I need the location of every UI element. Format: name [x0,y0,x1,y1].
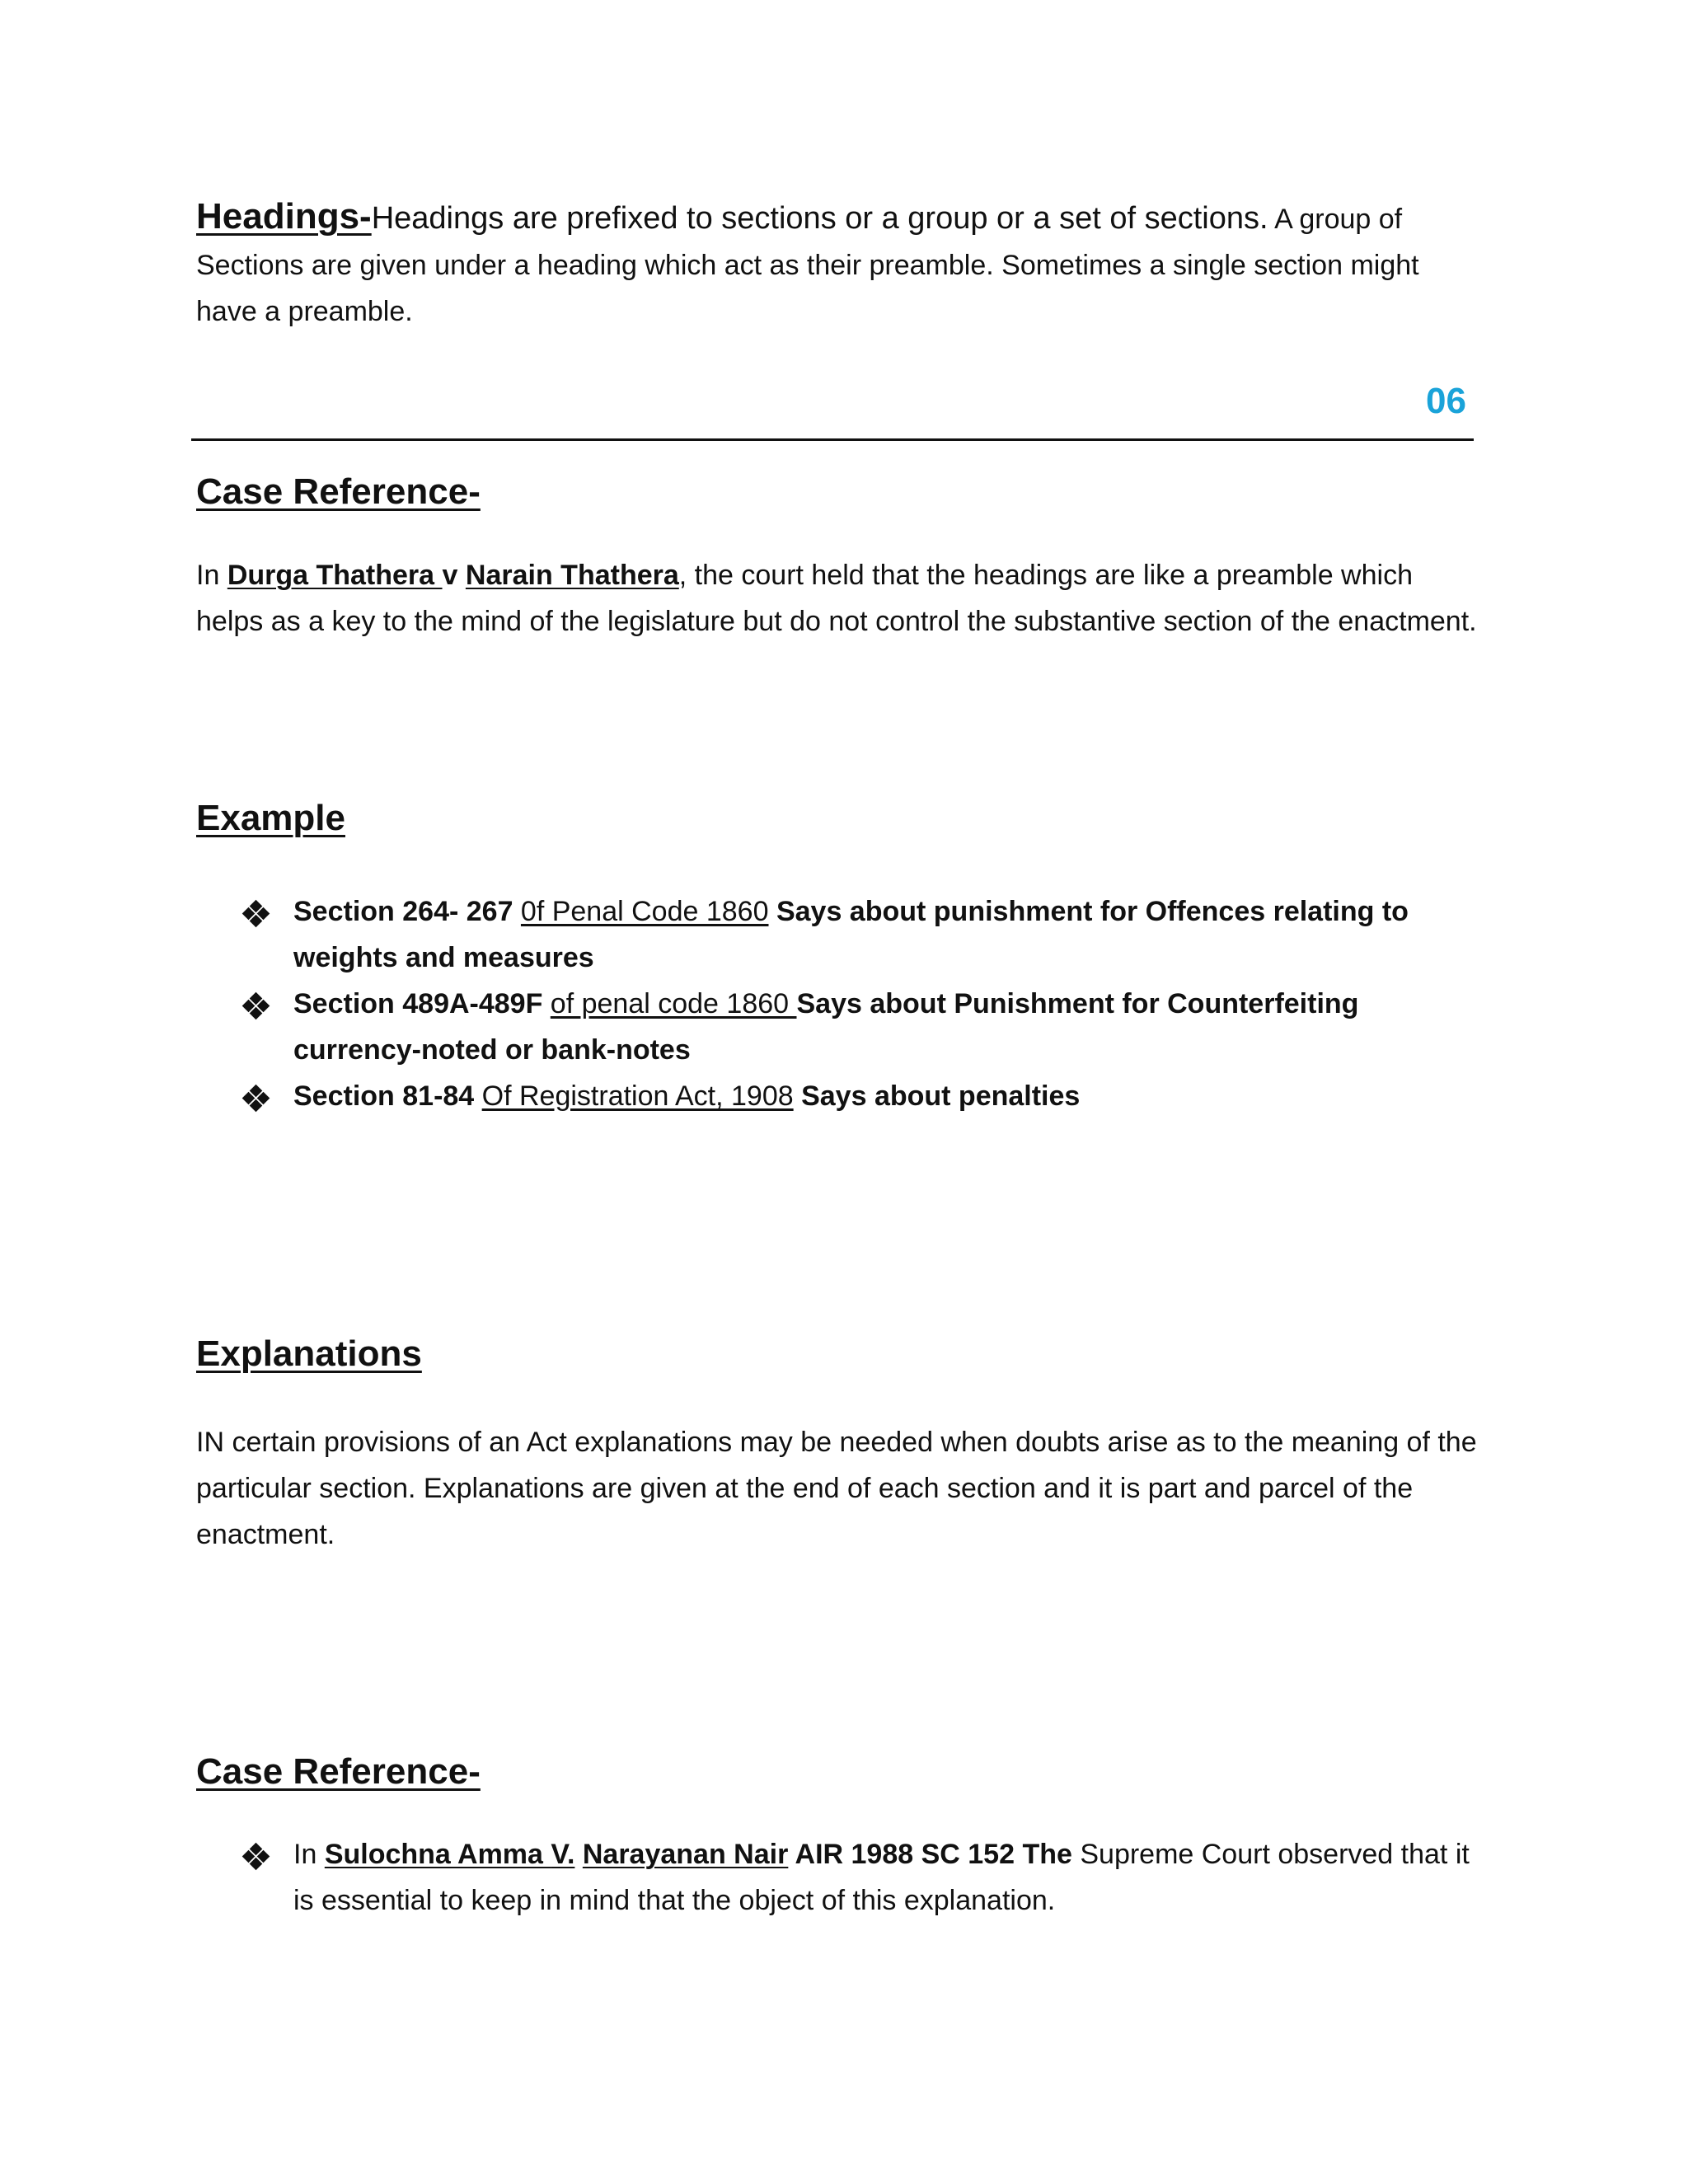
case-ref-2-party2: Narayanan Nair [582,1839,789,1870]
case-ref-1-v: v [442,560,458,591]
case-ref-1-body: , the court held that the headings are like a preamble which helps as a key to the mind of the legislature but do not control the substantive section of the enactment. [196,560,1477,637]
case-reference-title-1-text: Case Reference- [196,471,481,512]
diamond-bullet-icon [244,1844,269,1869]
example-item-section: Section 264- 267 [293,896,521,927]
example-item-section: Section 489A-489F [293,988,551,1019]
example-item-desc: Says about punishment for Offences relating to weights and measures [293,896,1409,973]
example-item-desc: Says about Punishment for Counterfeiting currency-noted or bank-notes [293,988,1359,1066]
diamond-bullet-icon [244,994,269,1019]
example-item-act: of penal code 1860 [550,988,797,1019]
diamond-bullet-icon [244,902,269,926]
headings-rest: A group of Sections are given under a heading which act as their preamble. Sometimes a single section might have a preamble. [196,204,1419,327]
case-ref-2-prefix: In [293,1839,325,1870]
case-ref-1-space [457,560,465,591]
case-ref-1-party2: Narain Thathera [465,560,679,591]
example-item-act: 0f Penal Code 1860 [520,896,769,927]
case-ref-2-space [574,1839,582,1870]
case-reference-title-2-text: Case Reference- [196,1751,481,1792]
headings-paragraph [196,194,1482,335]
diamond-bullet-icon [244,1086,269,1111]
example-item-desc: Says about penalties [793,1080,1081,1112]
page-number: 06 [1426,381,1466,421]
page-divider [191,438,1474,441]
example-title: Example [196,798,345,838]
example-list [244,888,1480,1119]
case-reference-title-1 [196,471,481,513]
explanations-title: Explanations [196,1333,422,1374]
case-ref-2-citation: AIR 1988 SC 152 The [788,1839,1072,1870]
example-item-section: Section 81-84 [293,1080,482,1112]
case-reference-2-item [244,1831,1480,1924]
headings-lead: Headings are prefixed to sections or a group or a set of sections. [371,201,1268,236]
case-ref-2-party1: Sulochna Amma [324,1839,551,1870]
case-ref-2-v: V. [551,1839,575,1870]
explanations-paragraph: IN certain provisions of an Act explanations may be needed when doubts arise as to the meaning of the particular section. Explanations are given at the end of each section and it is part and parcel of the enactment. [196,1427,1477,1550]
example-item [244,981,1480,1073]
headings-title: Headings- [196,196,372,237]
case-reference-1-paragraph [196,552,1482,644]
case-ref-1-party1: Durga Thathera [227,560,443,591]
case-ref-2-body: Supreme Court observed that it is essential to keep in mind that the object of this explanation. [293,1839,1470,1916]
example-item [244,888,1480,981]
example-item-act: Of Registration Act, 1908 [481,1080,794,1112]
case-ref-1-prefix: In [196,560,227,591]
case-reference-title-2 [196,1751,481,1793]
example-item [244,1073,1480,1119]
case-reference-2-list [244,1831,1480,1924]
